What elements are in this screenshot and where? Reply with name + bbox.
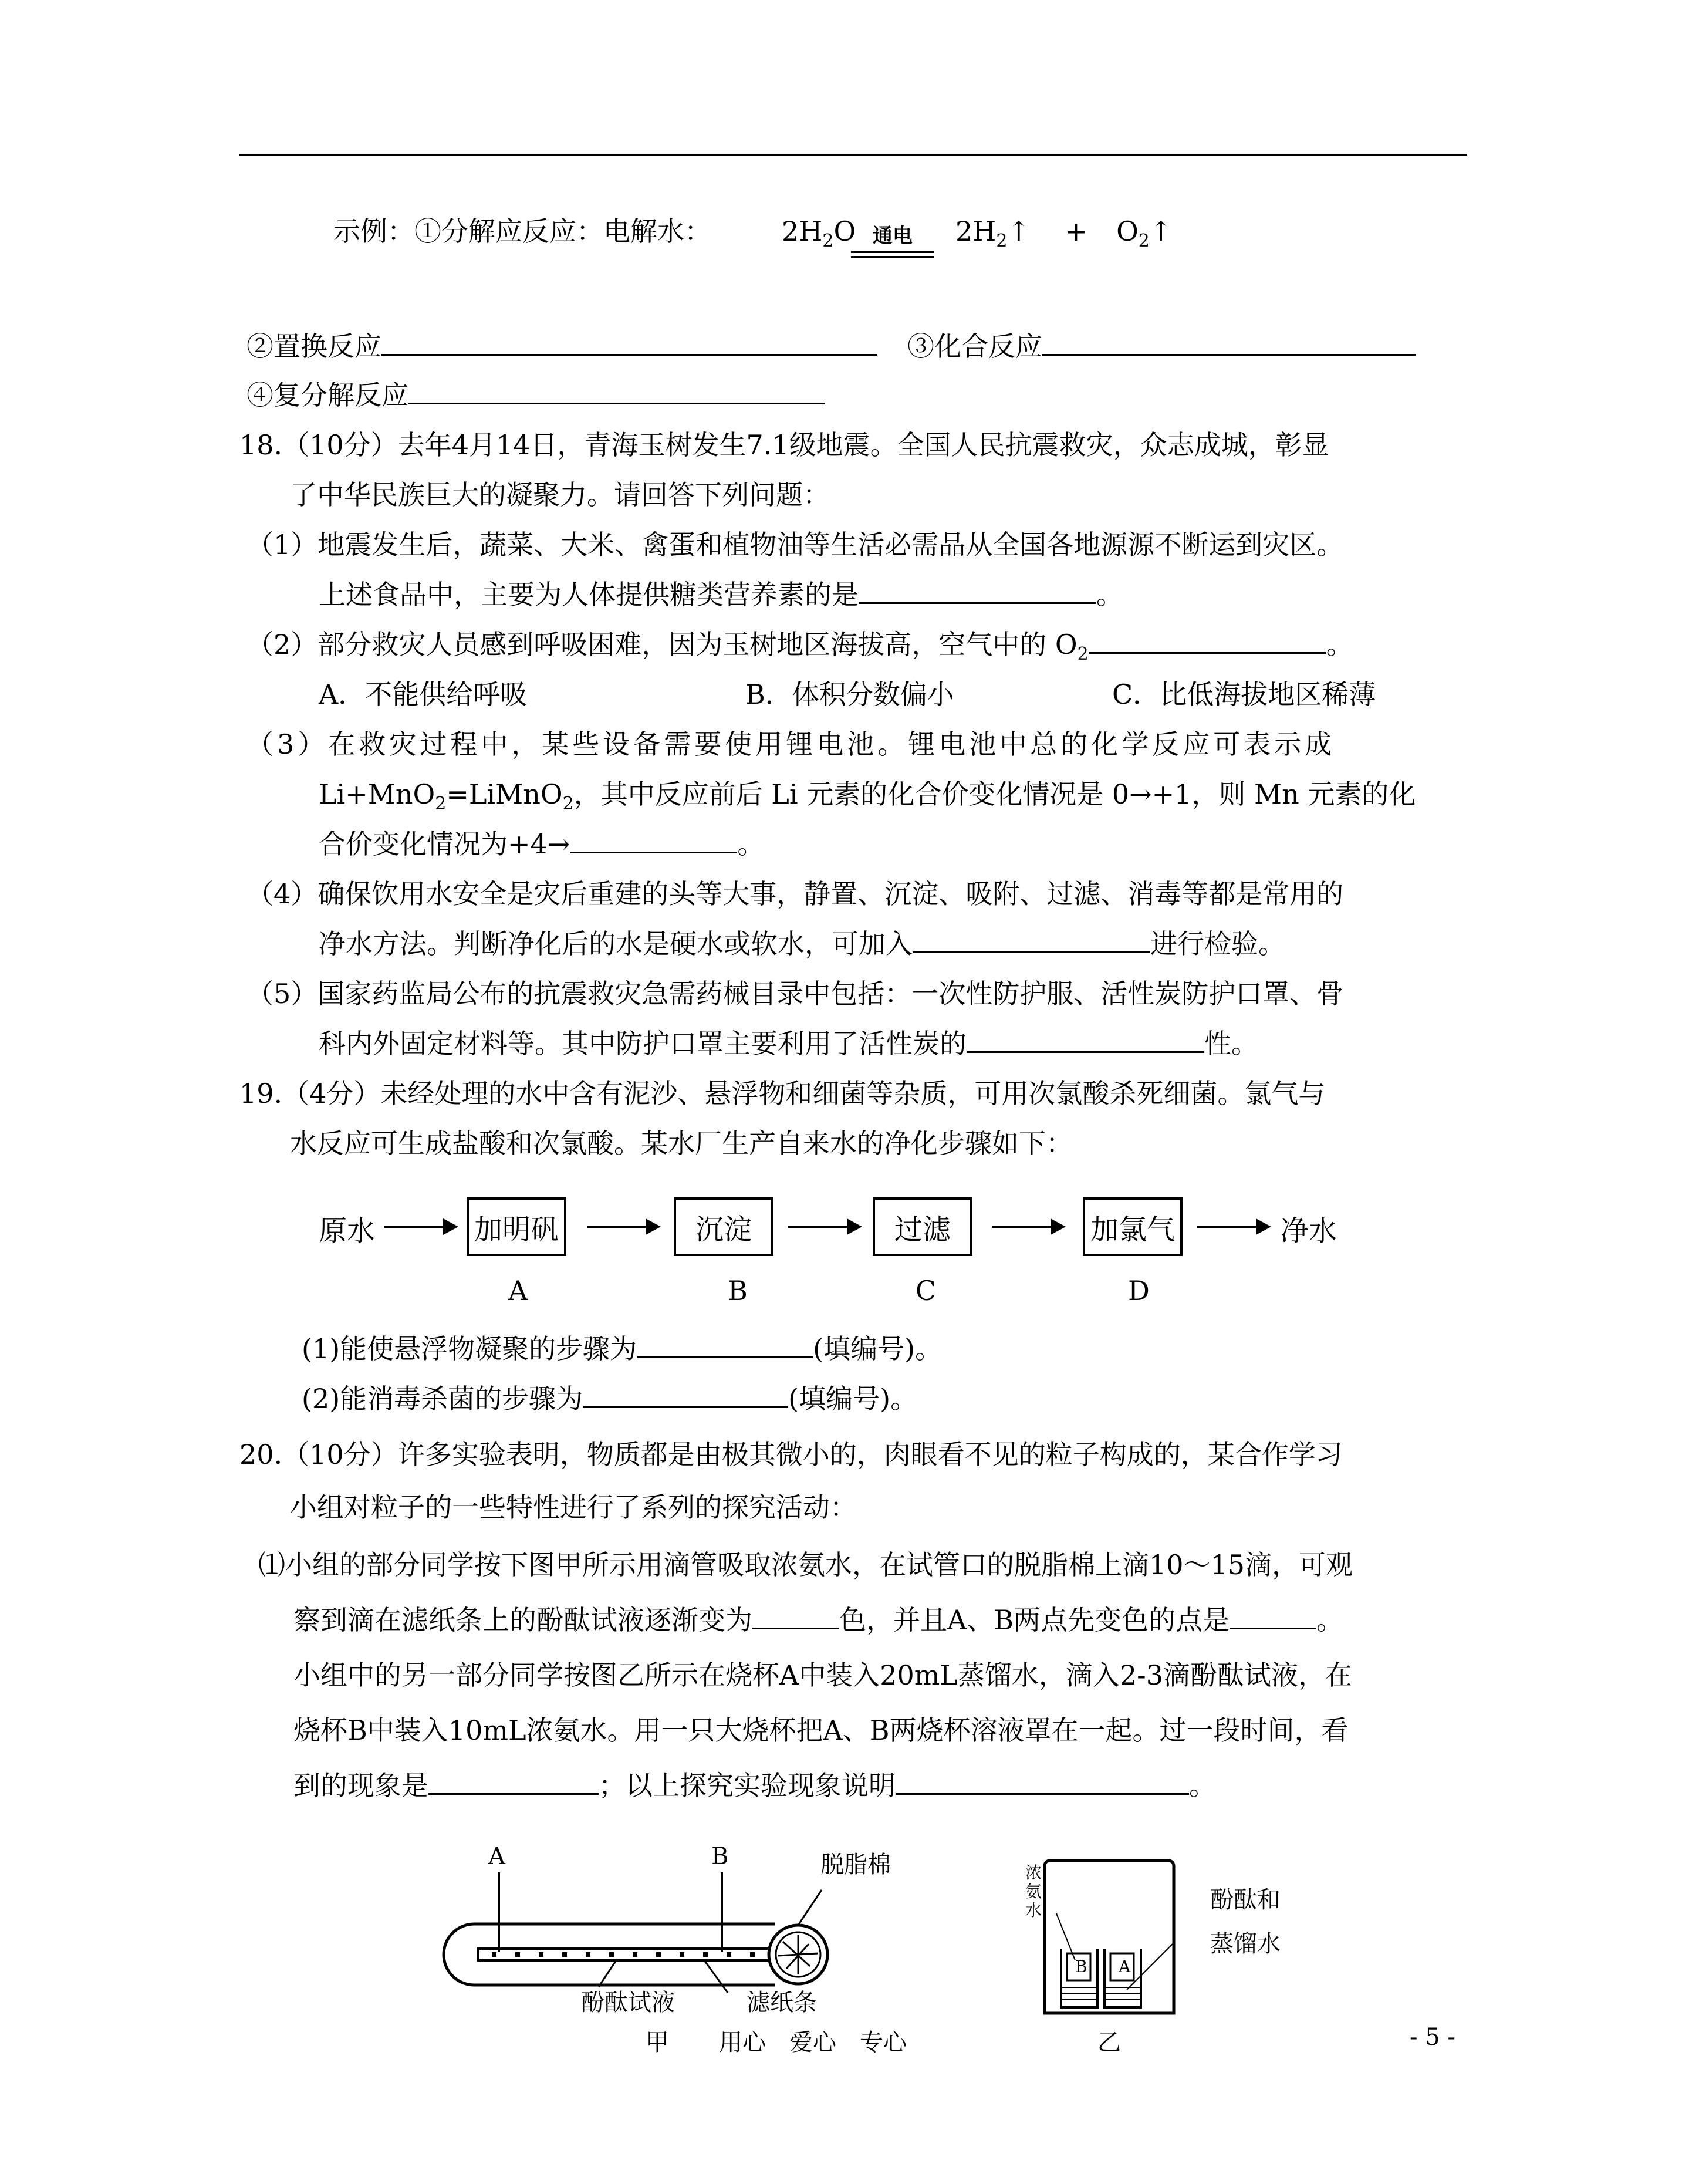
flow-arrow bbox=[992, 1226, 1062, 1228]
label-beaker-b: B bbox=[1075, 1957, 1087, 1976]
answer-blank bbox=[637, 1332, 813, 1358]
flow-step-d: 加氯气 bbox=[1083, 1197, 1183, 1256]
paper-pointer bbox=[704, 1960, 728, 1993]
q18-p4b: 净水方法。判断净化后的水是硬水或软水，可加入 进行检验。 bbox=[319, 928, 1285, 960]
q18-option-c: C．比低海拔地区稀薄 bbox=[1112, 679, 1376, 710]
answer-blank bbox=[570, 827, 737, 853]
q18-option-a: A．不能供给呼吸 bbox=[319, 679, 528, 710]
flow-start: 原水 bbox=[319, 1214, 376, 1247]
flow-arrow bbox=[788, 1226, 859, 1228]
flow-arrow bbox=[1197, 1226, 1268, 1228]
reaction-condition: 通电 bbox=[851, 223, 934, 258]
answer-blank bbox=[913, 927, 1150, 953]
label-cotton: 脱脂棉 bbox=[820, 1851, 891, 1878]
q19-s1: (1)能使悬浮物凝聚的步骤为 (填编号)。 bbox=[302, 1333, 943, 1365]
caption-jia: 甲 bbox=[646, 2029, 669, 2056]
ammonia-pointer bbox=[1056, 1913, 1075, 1960]
q20-p1a: ⑴小组的部分同学按下图甲所示用滴管吸取浓氨水，在试管口的脱脂棉上滴10～15滴，可观 bbox=[258, 1549, 1353, 1581]
header-rule bbox=[239, 154, 1467, 156]
gas-up-arrow-icon: ↑ bbox=[1007, 215, 1031, 247]
q19-s2: (2)能消毒杀菌的步骤为 (填编号)。 bbox=[302, 1383, 918, 1415]
answer-blank bbox=[428, 1768, 599, 1795]
q18-line2: 了中华民族巨大的凝聚力。请回答下列问题： bbox=[290, 479, 830, 511]
example-reactant: $2H_2O$ bbox=[782, 215, 856, 251]
cotton-pointer bbox=[798, 1890, 822, 1925]
large-beaker bbox=[1045, 1861, 1174, 2013]
example-products: $2H_2↑$ + $O_2↑$ bbox=[955, 215, 1173, 251]
label-a: A bbox=[488, 1843, 505, 1870]
label-b: B bbox=[711, 1843, 729, 1870]
q20-line1: 20.（10分）许多实验表明，物质都是由极其微小的，肉眼看不见的粒子构成的，某合作学习 bbox=[239, 1439, 1343, 1470]
label-reagent: 酚酞试液 bbox=[581, 1989, 675, 2016]
flow-letter-c: C bbox=[916, 1275, 937, 1307]
q18-p2: （2）部分救灾人员感到呼吸困难，因为玉树地区海拔高，空气中的 $O_2$ 。 bbox=[246, 629, 1353, 664]
q18-p1a: （1）地震发生后，蔬菜、大米、禽蛋和植物油等生活必需品从全国各地源源不断运到灾区。 bbox=[246, 529, 1344, 561]
q20-p1e: 到的现象是 ；以上探究实验现象说明 。 bbox=[293, 1770, 1216, 1801]
q18-p1b: 上述食品中，主要为人体提供糖类营养素的是 。 bbox=[319, 579, 1123, 610]
q19-line1: 19.（4分）未经处理的水中含有泥沙、悬浮物和细菌等杂质，可用次氯酸杀死细菌。氯气与 bbox=[239, 1078, 1326, 1109]
flow-step-b: 沉淀 bbox=[674, 1197, 773, 1256]
q20-p1d: 烧杯B中装入10mL浓氨水。用一只大烧杯把A、B两烧杯溶液罩在一起。过一段时间，看 bbox=[293, 1714, 1349, 1746]
answer-blank bbox=[859, 578, 1096, 604]
q18-p3a: （3）在救灾过程中，某些设备需要使用锂电池。锂电池中总的化学反应可表示成 bbox=[246, 728, 1336, 760]
flow-letter-d: D bbox=[1128, 1275, 1150, 1307]
double-equal-sign bbox=[851, 251, 934, 258]
answer-blank bbox=[381, 329, 877, 356]
footer-motto: 用心 爱心 专心 bbox=[719, 2029, 907, 2056]
q17-item2: ②置换反应 bbox=[246, 329, 877, 364]
answer-blank bbox=[1089, 627, 1326, 654]
q20-p1b: 察到滴在滤纸条上的酚酞试液逐渐变为 色，并且A、B两点先变色的点是 。 bbox=[293, 1604, 1344, 1636]
answer-blank bbox=[408, 378, 825, 404]
q17-item4: ④复分解反应 bbox=[246, 377, 825, 413]
q18-p5a: （5）国家药监局公布的抗震救灾急需药械目录中包括：一次性防护服、活性炭防护口罩、骨 bbox=[246, 978, 1344, 1010]
flow-step-c: 过滤 bbox=[873, 1197, 972, 1256]
flow-arrow bbox=[384, 1226, 455, 1228]
example-line: 示例：①分解应反应：电解水： bbox=[333, 215, 711, 247]
flow-letter-b: B bbox=[728, 1275, 748, 1307]
q17-item3: ③化合反应 bbox=[907, 329, 1416, 364]
q20-p1c: 小组中的另一部分同学按图乙所示在烧杯A中装入20mL蒸馏水，滴入2-3滴酚酞试液，在 bbox=[293, 1659, 1352, 1691]
caption-yi: 乙 bbox=[1097, 2029, 1121, 2056]
label-ammonia: 浓氨水 bbox=[1025, 1863, 1042, 1920]
flow-arrow bbox=[587, 1226, 657, 1228]
answer-blank bbox=[1042, 329, 1416, 356]
answer-blank bbox=[583, 1382, 788, 1408]
flow-step-a: 加明矾 bbox=[467, 1197, 566, 1256]
label-phenol-2: 蒸馏水 bbox=[1210, 1930, 1281, 1957]
page-number: - 5 - bbox=[1410, 2024, 1455, 2051]
flow-end: 净水 bbox=[1281, 1214, 1337, 1247]
flow-letter-a: A bbox=[508, 1275, 528, 1307]
q20-line2: 小组对粒子的一些特性进行了系列的探究活动： bbox=[290, 1491, 857, 1523]
answer-blank bbox=[896, 1768, 1189, 1795]
q19-line2: 水反应可生成盐酸和次氯酸。某水厂生产自来水的净化步骤如下： bbox=[290, 1128, 1073, 1159]
answer-blank bbox=[752, 1603, 839, 1629]
q18-line1: 18.（10分）去年4月14日，青海玉树发生7.1级地震。全国人民抗震救灾，众志成城，彰显 bbox=[239, 429, 1329, 461]
q18-p5b: 科内外固定材料等。其中防护口罩主要利用了活性炭的 性。 bbox=[319, 1028, 1258, 1059]
beaker-figure bbox=[1033, 1849, 1185, 2025]
label-paper: 滤纸条 bbox=[747, 1989, 817, 2016]
label-beaker-a: A bbox=[1119, 1957, 1131, 1976]
q18-p3c: 合价变化情况为+4→ 。 bbox=[319, 828, 765, 860]
q18-p4a: （4）确保饮用水安全是灾后重建的头等大事，静置、沉淀、吸附、过滤、消毒等都是常用的 bbox=[246, 878, 1344, 910]
reagent-pointer bbox=[599, 1960, 616, 1987]
label-phenol-1: 酚酞和 bbox=[1210, 1886, 1281, 1913]
answer-blank bbox=[1230, 1603, 1316, 1629]
q18-p3b: Li+MnO$_2$=LiMnO$_2$，其中反应前后 Li 元素的化合价变化情况是 0→+1，则 Mn 元素的化 bbox=[319, 778, 1416, 814]
gas-up-arrow-icon: ↑ bbox=[1149, 215, 1173, 247]
answer-blank bbox=[967, 1027, 1204, 1053]
q18-option-b: B．体积分数偏小 bbox=[745, 679, 954, 710]
